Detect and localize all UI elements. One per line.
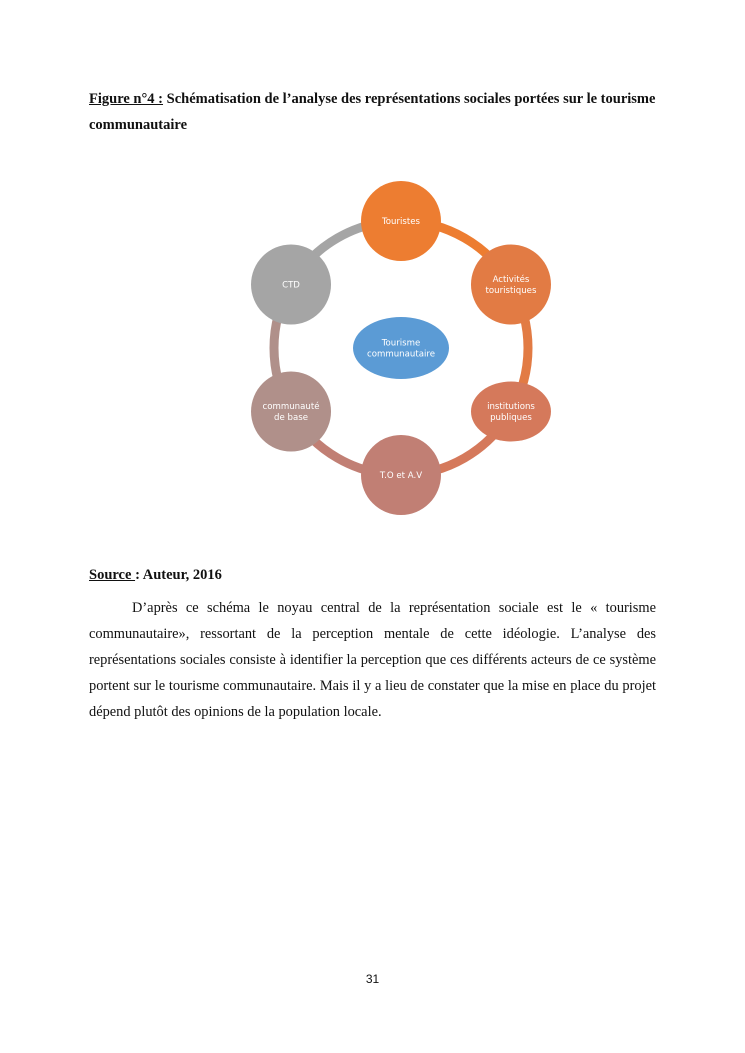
center-node-group	[353, 317, 449, 379]
body-paragraph: D’après ce schéma le noyau central de la représentation sociale est le « tourisme communautaire», ressortant de la perception mentale de cette idéologie. L’analyse des représentations sociales consiste à identifier la perception que ces différents acteurs de ce système portent sur le tourisme communautaire. Mais il y a lieu de constater que la mise en place du projet dépend plutôt des opinions de la population locale.	[89, 600, 656, 720]
node-communaute-label: communauté	[262, 402, 320, 412]
center-node-label: Tourisme	[381, 338, 421, 349]
source-line	[89, 564, 222, 586]
cycle-diagram	[240, 170, 570, 530]
node-touristes-label: Touristes	[381, 217, 421, 227]
source-text: : Auteur, 2016	[135, 567, 222, 583]
node-activites-label: Activités	[492, 275, 530, 285]
figure-caption-text: Schématisation de l’analyse des représentations sociales portées sur le tourisme communautaire	[89, 91, 656, 133]
source-label: Source	[89, 567, 136, 583]
node-institutions-label: publiques	[490, 413, 532, 423]
node-activites-label: touristiques	[485, 286, 537, 296]
cycle-diagram-svg	[240, 170, 570, 530]
page-number: 31	[365, 972, 380, 986]
figure-caption-label: Figure n°4 :	[89, 91, 164, 107]
node-communaute-label: de base	[274, 413, 308, 423]
node-institutions-label: institutions	[487, 402, 535, 412]
node-ctd-label: CTD	[282, 280, 300, 291]
figure-caption	[89, 86, 657, 138]
center-node-label: communautaire	[367, 349, 435, 360]
node-to-av-label: T.O et A.V	[379, 471, 423, 481]
